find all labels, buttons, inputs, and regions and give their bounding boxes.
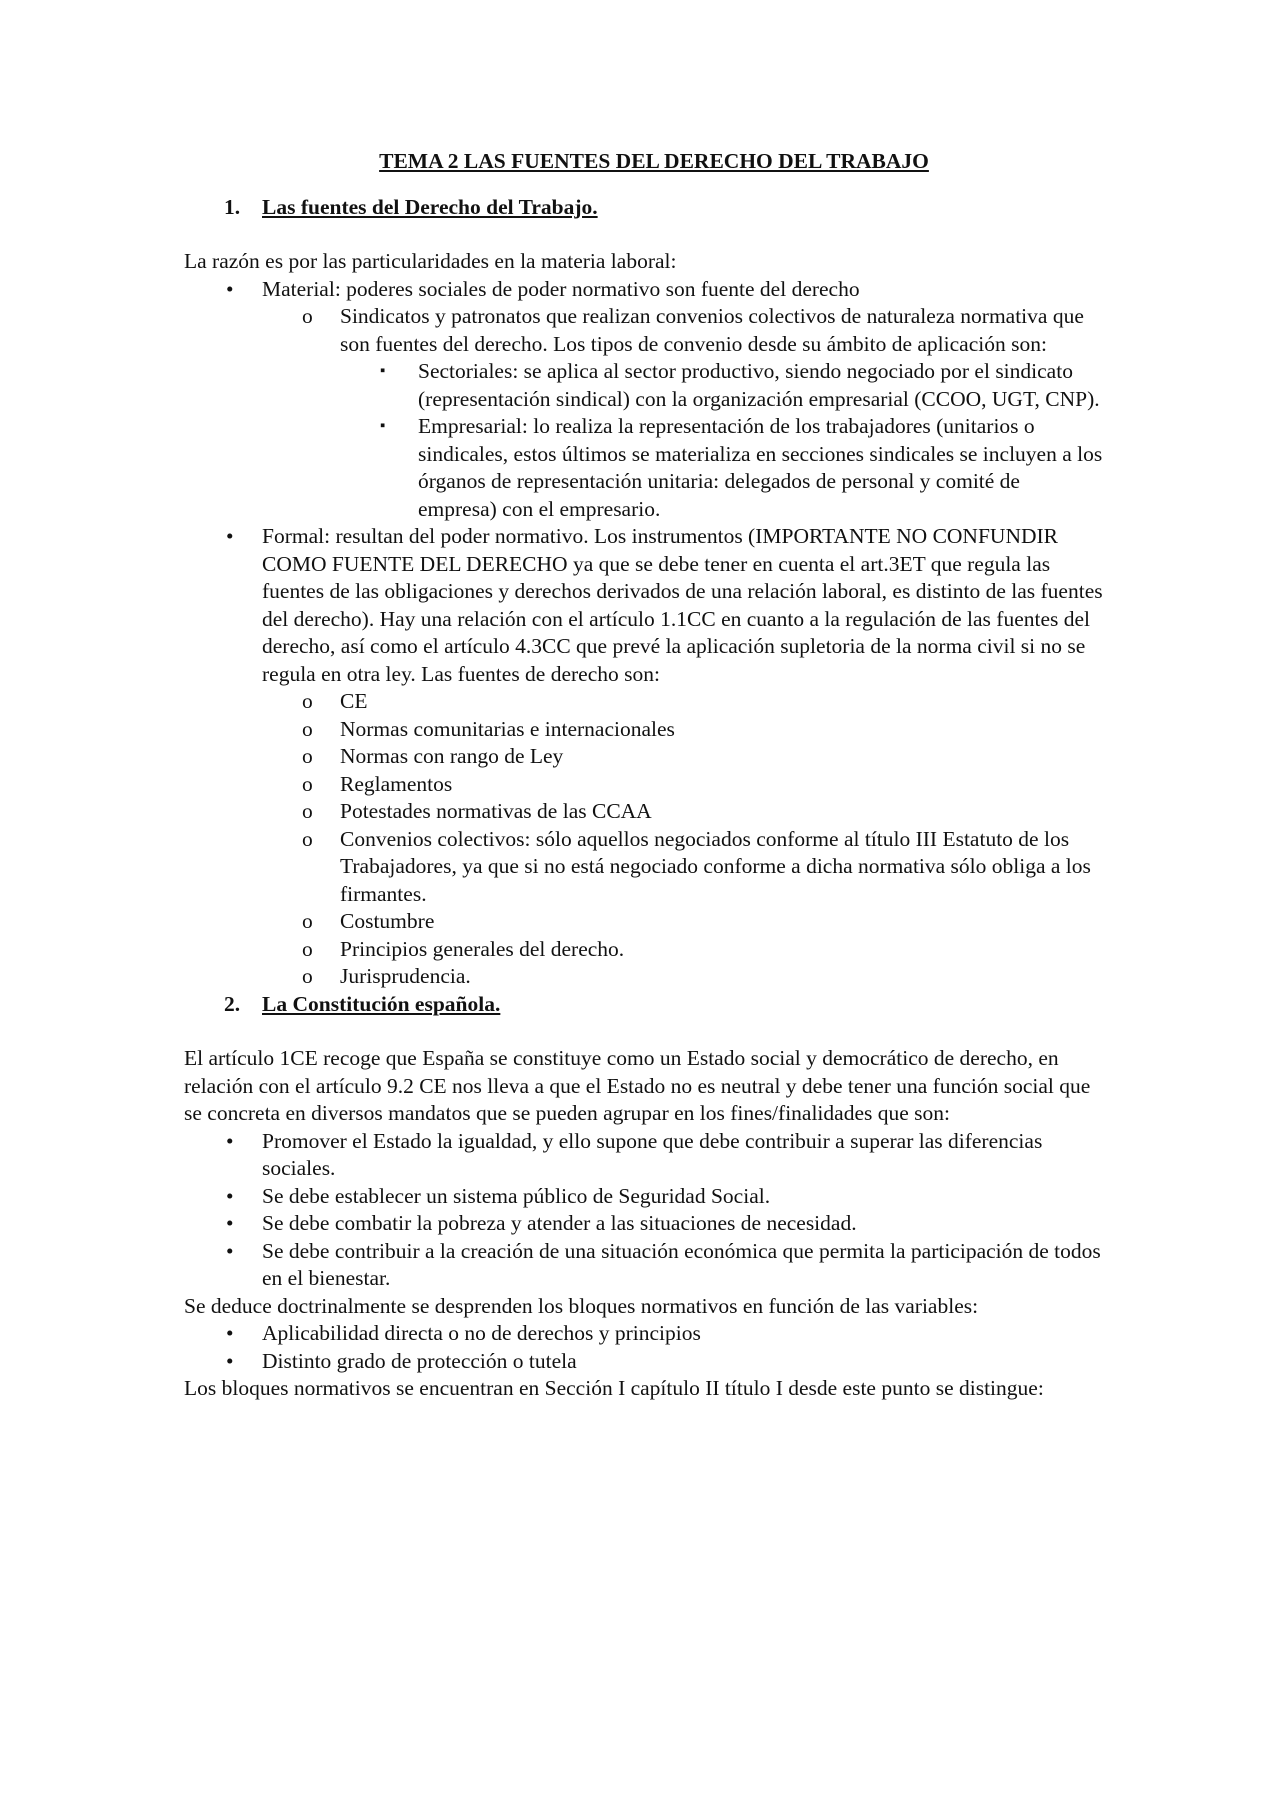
list-item-source xyxy=(184,936,1104,964)
section-2-intro: El artículo 1CE recoge que España se constituye como un Estado social y democrático de derecho, en relación con el artículo 9.2 CE nos lleva a que el Estado no es neutral y debe tener una función social que se concreta en diversos mandatos que se pueden agrupar en los fines/finalidades que son: xyxy=(184,1046,1091,1125)
aims-list xyxy=(184,1128,1104,1293)
circle-bullet-icon: o xyxy=(302,936,313,961)
square-bullet-icon: ▪ xyxy=(380,418,386,434)
closing-paragraph: Los bloques normativos se encuentran en Sección I capítulo II título I desde este punto se distingue: xyxy=(184,1376,1044,1400)
list-item-aim xyxy=(184,1210,1104,1238)
section-1-number: 1. xyxy=(224,194,241,219)
section-2-heading xyxy=(184,991,1104,1019)
list-item-material xyxy=(184,276,1104,304)
empresarial-text: Empresarial: lo realiza la representación de los trabajadores (unitarios o sindicales, estos últimos se materializa en secciones sindicales se incluyen a los órganos de representación unitaria: delegados de personal y comité de empresa) con el empresario. xyxy=(418,414,1103,521)
source-text: Potestades normativas de las CCAA xyxy=(340,799,652,823)
source-text: Jurisprudencia. xyxy=(340,964,471,988)
document-page xyxy=(184,148,1104,1403)
material-sublist xyxy=(184,303,1104,358)
circle-bullet-icon: o xyxy=(302,799,313,823)
square-bullet-icon: ▪ xyxy=(380,363,386,379)
list-item-source xyxy=(184,798,1104,826)
list-item-source xyxy=(184,743,1104,771)
bullet-icon: • xyxy=(226,1128,234,1153)
circle-bullet-icon: o xyxy=(302,909,313,933)
bullet-icon: • xyxy=(226,1348,234,1373)
circle-bullet-icon: o xyxy=(302,826,313,851)
convenio-types-list xyxy=(184,358,1104,523)
source-text: Reglamentos xyxy=(340,771,453,796)
source-kinds-list xyxy=(184,276,1104,304)
bullet-icon: • xyxy=(226,524,234,548)
source-text: CE xyxy=(340,689,368,713)
list-item-formal xyxy=(184,523,1104,688)
aim-text: Se debe establecer un sistema público de Seguridad Social. xyxy=(262,1183,771,1208)
circle-bullet-icon: o xyxy=(302,744,313,768)
section-2-number: 2. xyxy=(224,991,241,1016)
list-item-source xyxy=(184,716,1104,744)
deduce-paragraph: Se deduce doctrinalmente se desprenden los bloques normativos en función de las variables: xyxy=(184,1293,979,1318)
aim-text: Promover el Estado la igualdad, y ello supone que debe contribuir a superar las diferencias sociales. xyxy=(262,1128,1043,1180)
source-text: Principios generales del derecho. xyxy=(340,936,625,961)
list-item-empresarial xyxy=(184,413,1104,523)
list-item-source xyxy=(184,826,1104,909)
source-text: Normas con rango de Ley xyxy=(340,744,564,768)
variable-text: Distinto grado de protección o tutela xyxy=(262,1348,577,1373)
bullet-icon: • xyxy=(226,1238,234,1263)
variable-text: Aplicabilidad directa o no de derechos y principios xyxy=(262,1321,701,1345)
material-text: Material: poderes sociales de poder normativo son fuente del derecho xyxy=(262,276,860,301)
document-title: TEMA 2 LAS FUENTES DEL DERECHO DEL TRABAJO xyxy=(379,149,929,173)
bullet-icon: • xyxy=(226,1183,234,1208)
sindicatos-text: Sindicatos y patronatos que realizan convenios colectivos de naturaleza normativa que son fuentes del derecho. Los tipos de convenio desde su ámbito de aplicación son: xyxy=(340,304,1084,356)
list-item-source xyxy=(184,688,1104,716)
sectoriales-text: Sectoriales: se aplica al sector productivo, siendo negociado por el sindicato (representación sindical) con la organización empresarial (CCOO, UGT, CNP). xyxy=(418,359,1100,411)
section-2-title: La Constitución española. xyxy=(262,991,501,1016)
list-item-source xyxy=(184,908,1104,936)
source-text: Convenios colectivos: sólo aquellos negociados conforme al título III Estatuto de los Trabajadores, ya que si no está negociado conforme a dicha normativa sólo obliga a los firmantes. xyxy=(340,826,1091,906)
circle-bullet-icon: o xyxy=(302,716,313,741)
list-item-variable xyxy=(184,1320,1104,1348)
section-1-heading xyxy=(184,194,1104,222)
bullet-icon: • xyxy=(226,1211,234,1235)
circle-bullet-icon: o xyxy=(302,689,313,713)
list-item-aim xyxy=(184,1238,1104,1293)
list-item-variable xyxy=(184,1348,1104,1376)
source-text: Costumbre xyxy=(340,909,435,933)
bullet-icon: • xyxy=(226,276,234,301)
bullet-icon: • xyxy=(226,1321,234,1345)
list-item-source xyxy=(184,771,1104,799)
source-text: Normas comunitarias e internacionales xyxy=(340,716,675,741)
list-item-sindicatos xyxy=(184,303,1104,358)
formal-text: Formal: resultan del poder normativo. Los instrumentos (IMPORTANTE NO CONFUNDIR COMO FUENTE DEL DERECHO ya que se debe tener en cuenta el art.3ET que regula las fuentes de las obligaciones y derechos derivados de una relación laboral, es distinto de las fuentes del derecho). Hay una relación con el artículo 1.1CC en cuanto a la regulación de las fuentes del derecho, así como el artículo 4.3CC que prevé la aplicación supletoria de la norma civil si no se regula en otra ley. Las fuentes de derecho son: xyxy=(262,524,1103,686)
section-1-title: Las fuentes del Derecho del Trabajo. xyxy=(262,194,598,219)
list-item-aim xyxy=(184,1128,1104,1183)
variables-list xyxy=(184,1320,1104,1375)
sources-of-law-list xyxy=(184,688,1104,991)
circle-bullet-icon: o xyxy=(302,964,313,988)
aim-text: Se debe contribuir a la creación de una situación económica que permita la participación de todos en el bienestar. xyxy=(262,1238,1101,1290)
list-item-source xyxy=(184,963,1104,991)
aim-text: Se debe combatir la pobreza y atender a las situaciones de necesidad. xyxy=(262,1211,857,1235)
circle-bullet-icon: o xyxy=(302,771,313,796)
list-item-sectoriales xyxy=(184,358,1104,413)
formal-list xyxy=(184,523,1104,688)
section-1-intro: La razón es por las particularidades en la materia laboral: xyxy=(184,249,677,273)
list-item-aim xyxy=(184,1183,1104,1211)
circle-bullet-icon: o xyxy=(302,304,313,328)
